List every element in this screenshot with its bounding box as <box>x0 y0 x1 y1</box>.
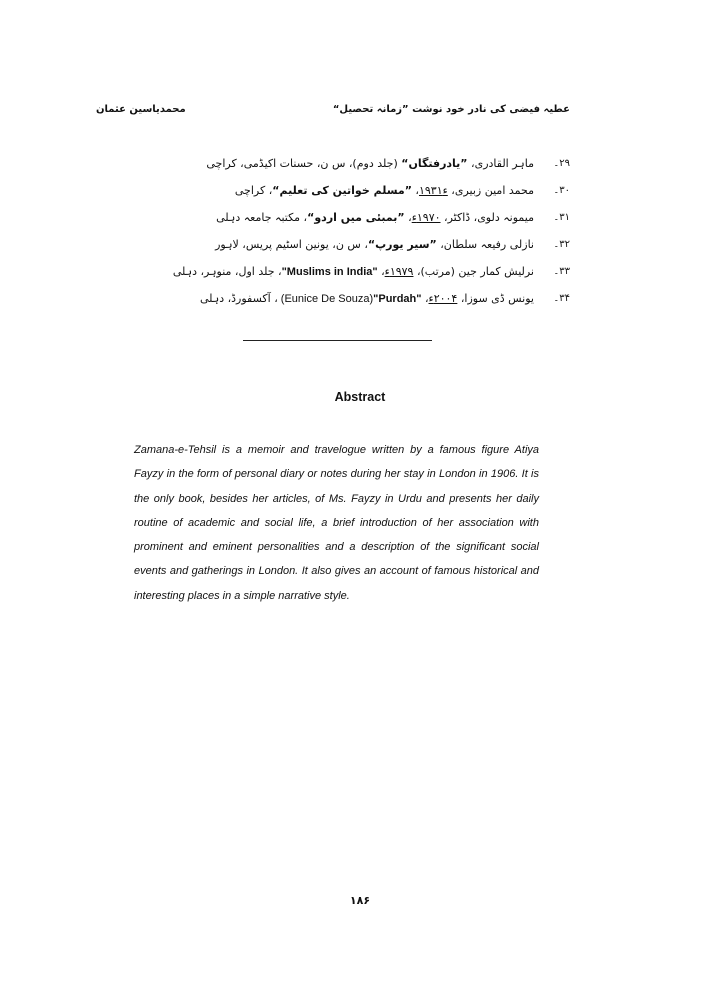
running-header-author: محمدیاسین عثمان <box>96 104 186 115</box>
reference-item <box>150 177 570 204</box>
reference-number: ۳۰۔ <box>553 185 570 196</box>
reference-number: ۳۳۔ <box>553 266 570 277</box>
reference-item <box>150 204 570 231</box>
reference-text: میمونہ دلوی، ڈاکٹر، ۱۹۷۰ء، ”بمبئی میں اردو“، مکتبہ جامعہ دہلی <box>216 211 534 224</box>
reference-text: نرلیش کمار جین (مرتب)، ۱۹۷۹ء، "Muslims in India"، جلد اول، منوہر، دہلی <box>172 265 534 278</box>
reference-number: ۳۱۔ <box>553 212 570 223</box>
abstract-heading: Abstract <box>334 390 386 404</box>
reference-number: ۲۹۔ <box>553 158 570 169</box>
reference-item <box>150 150 570 177</box>
page-number: ۱۸۶ <box>349 894 371 907</box>
reference-item <box>150 231 570 258</box>
reference-item <box>150 258 570 285</box>
reference-text: محمد امین زبیری، ء۱۹۳۱، ”مسلم خواتین کی تعلیم“، کراچی <box>234 184 534 197</box>
abstract-body: Zamana-e-Tehsil is a memoir and travelogue written by a famous figure Atiya Fayzy in the form of personal diary or notes during her stay in London in 1906. It is the only book, besides her articles, of Ms. Fayzy in Urdu and presents her daily routine of academic and social life, a brief introduction of her association with prominent and eminent personalities and a description of the significant social events and gatherings in London. It also gives an account of famous historical and interesting places in a simple narrative style. <box>134 444 539 602</box>
footnote-separator <box>243 340 432 341</box>
reference-number: ۳۴۔ <box>553 293 570 304</box>
reference-text: نازلی رفیعہ سلطان، ”سیر یورپ“، س ن، یونین اسٹیم پریس، لاہور <box>215 238 534 251</box>
reference-text: ماہر القادری، ”یادرفتگاں“ (جلد دوم)، س ن، حسنات اکیڈمی، کراچی <box>206 157 534 170</box>
running-header-title: عطیہ فیضی کی نادر خود نوشت ”زمانہ تحصیل“ <box>332 104 570 115</box>
reference-text: یونس ڈی سوزا، ۲۰۰۴ء، "Purdah" (Eunice De Souza)، آکسفورڈ، دہلی <box>199 292 534 305</box>
reference-number: ۳۲۔ <box>553 239 570 250</box>
reference-item <box>150 285 570 312</box>
references-list <box>150 150 570 312</box>
